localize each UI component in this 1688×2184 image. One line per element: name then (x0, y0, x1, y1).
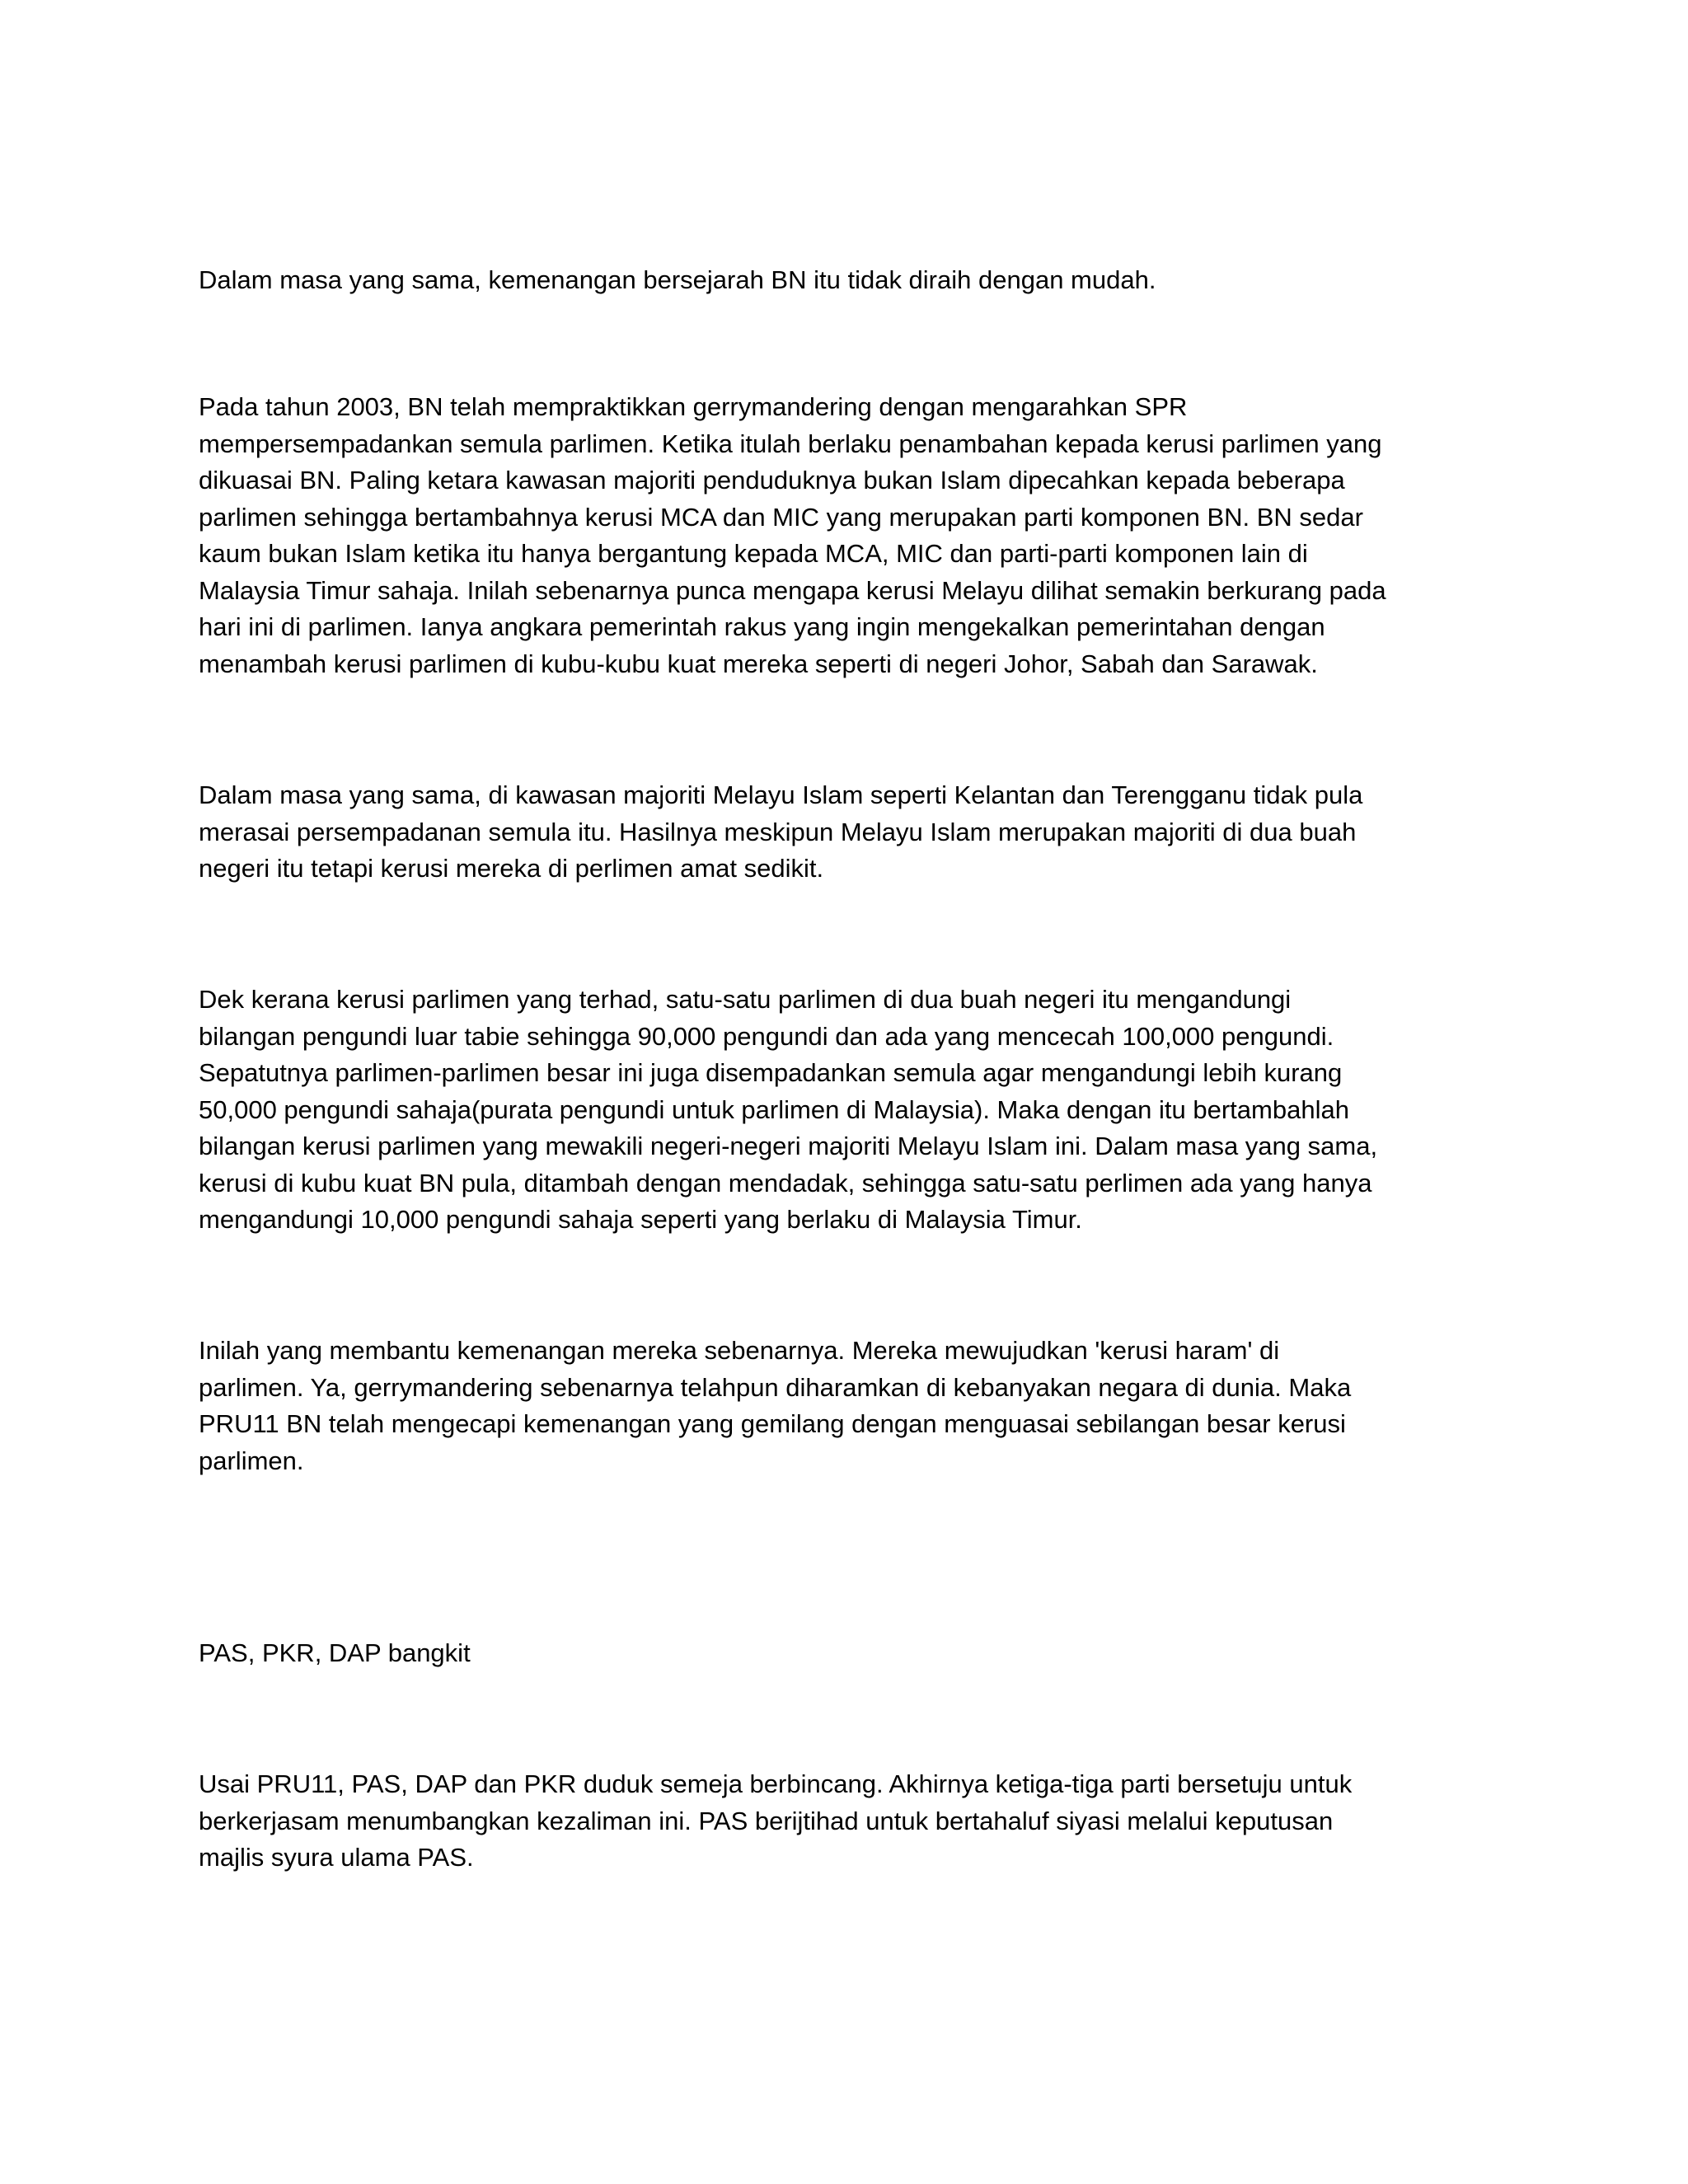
paragraph-post-pru11: Usai PRU11, PAS, DAP dan PKR duduk semeja berbincang. Akhirnya ketiga-tiga parti bersetuju untuk berkerjasam menumbangkan kezaliman ini. PAS berijtihad untuk bertahaluf siyasi melalui keputusan majlis syura ulama PAS. (199, 1769, 1353, 1872)
paragraph-kelantan-terengganu: Dalam masa yang sama, di kawasan majoriti Melayu Islam seperti Kelantan dan Terengganu tidak pula merasai persempadanan semula itu. Hasilnya meskipun Melayu Islam merupakan majoriti di dua buah negeri itu tetapi kerusi mereka di perlimen amat sedikit. (199, 780, 1363, 883)
paragraph-intro: Dalam masa yang sama, kemenangan bersejarah BN itu tidak diraih dengan mudah. (199, 265, 1156, 294)
section-heading: PAS, PKR, DAP bangkit (199, 1638, 471, 1667)
paragraph-voter-numbers: Dek kerana kerusi parlimen yang terhad, satu-satu parlimen di dua buah negeri itu mengandungi bilangan pengundi luar tabie sehingga 90,000 pengundi dan ada yang mencecah 100,000 pengundi. Sepatutnya parlimen-parlimen besar ini juga disempadankan semula agar mengandungi lebih kurang 50,000 pengundi sahaja(purata pengundi untuk parlimen di Malaysia). Maka dengan itu bertambahlah bilangan kerusi parlimen yang mewakili negeri-negeri majoriti Melayu Islam ini. Dalam masa yang sama, kerusi di kubu kuat BN pula, ditambah dengan mendadak, sehingga satu-satu perlimen ada yang hanya mengandungi 10,000 pengundi sahaja seperti yang berlaku di Malaysia Timur. (199, 985, 1378, 1234)
paragraph-gerrymandering-2003: Pada tahun 2003, BN telah mempraktikkan gerrymandering dengan mengarahkan SPR mempersempadankan semula parlimen. Ketika itulah berlaku penambahan kepada kerusi parlimen yang dikuasai BN. Paling ketara kawasan majoriti penduduknya bukan Islam dipecahkan kepada beberapa parlimen sehingga bertambahnya kerusi MCA dan MIC yang merupakan parti komponen BN. BN sedar kaum bukan Islam ketika itu hanya bergantung kepada MCA, MIC dan parti-parti komponen lain di Malaysia Timur sahaja. Inilah sebenarnya punca mengapa kerusi Melayu dilihat semakin berkurang pada hari ini di parlimen. Ianya angkara pemerintah rakus yang ingin mengekalkan pemerintahan dengan menambah kerusi parlimen di kubu-kubu kuat mereka seperti di negeri Johor, Sabah dan Sarawak. (199, 392, 1386, 678)
paragraph-kerusi-haram: Inilah yang membantu kemenangan mereka sebenarnya. Mereka mewujudkan 'kerusi haram' di parlimen. Ya, gerrymandering sebenarnya telahpun diharamkan di kebanyakan negara di dunia. Maka PRU11 BN telah mengecapi kemenangan yang gemilang dengan menguasai sebilangan besar kerusi parlimen. (199, 1336, 1352, 1475)
